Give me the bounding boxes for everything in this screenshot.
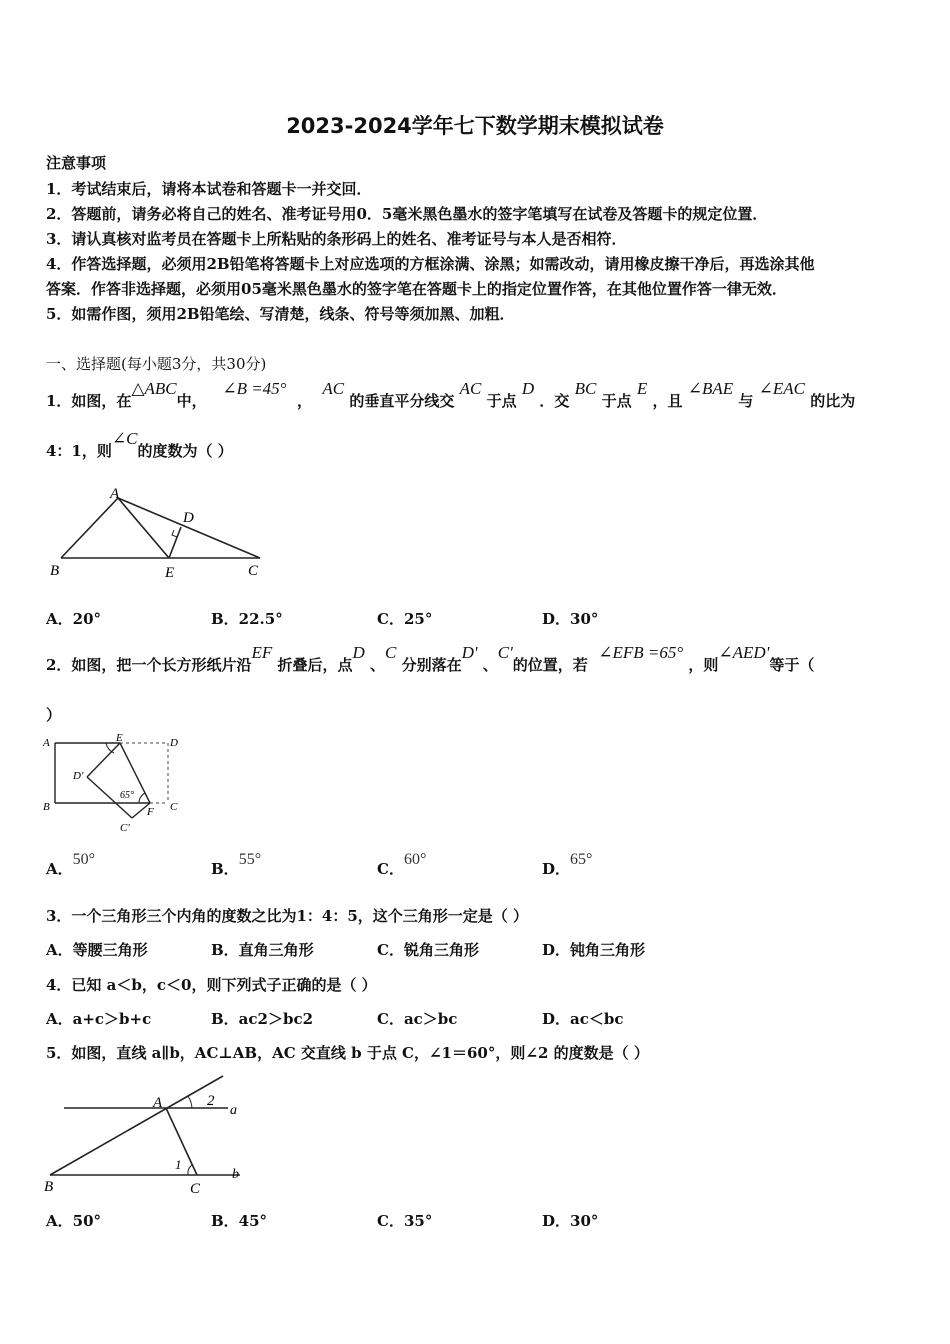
angle-2-label: 2: [207, 1093, 215, 1109]
question-2-line-1: 2．如图，把一个长方形纸片沿EF 折叠后，点D 、C 分别落在D' 、C'的位置，若 ∠EFB =65° ，则∠AED'等于（: [46, 643, 815, 674]
q4-option-c[interactable]: C．ac＞bc: [377, 1010, 458, 1028]
label-D-prime: D': [73, 770, 84, 782]
q2-option-c[interactable]: C．60°: [377, 851, 427, 878]
q2-option-a[interactable]: A．50°: [46, 851, 96, 878]
label-line-a: a: [230, 1103, 237, 1118]
q5-option-b[interactable]: B．45°: [211, 1212, 268, 1230]
figure-q1-triangle: [40, 480, 280, 585]
q2-option-b[interactable]: B．55°: [211, 851, 262, 878]
figure-q2-folded-rectangle: [40, 730, 200, 840]
q2-option-d[interactable]: D．65°: [542, 851, 593, 878]
q1-option-a[interactable]: A．20°: [46, 610, 102, 628]
label-C: C: [170, 801, 178, 813]
question-2-line-2: ）: [46, 706, 62, 724]
notice-item: 1．考试结束后，请将本试卷和答题卡一并交回．: [46, 180, 372, 198]
q3-option-b[interactable]: B．直角三角形: [211, 941, 314, 959]
label-E: E: [116, 732, 123, 744]
q5-option-d[interactable]: D．30°: [542, 1212, 599, 1230]
label-F: F: [147, 806, 154, 818]
q1-option-d[interactable]: D．30°: [542, 610, 599, 628]
label-C-prime: C': [120, 822, 130, 834]
question-1-line-1: 1．如图，在△ABC中， ∠B =45° ， AC 的垂直平分线交 AC 于点 D ．交 BC 于点 E ，且 ∠BAE 与 ∠EAC 的比为: [46, 379, 856, 410]
q4-option-b[interactable]: B．ac2＞bc2: [211, 1010, 314, 1028]
label-A: A: [153, 1095, 163, 1111]
page-title: 2023-2024学年七下数学期末模拟试卷: [286, 114, 664, 138]
label-C: C: [190, 1181, 201, 1197]
notice-item: 2．答题前，请务必将自己的姓名、准考证号用0．5毫米黑色墨水的签字笔填写在试卷及答题卡的规定位置．: [46, 205, 768, 223]
question-5-stem: 5．如图，直线 a∥b，AC⊥AB，AC 交直线 b 于点 C，∠1＝60°，则∠2 的度数是（ ）: [46, 1044, 649, 1062]
q5-option-c[interactable]: C．35°: [377, 1212, 433, 1230]
label-D: D: [170, 737, 178, 749]
q3-option-c[interactable]: C．锐角三角形: [377, 941, 479, 959]
notice-item: 5．如需作图，须用2B铅笔绘、写清楚，线条、符号等须加黑、加粗．: [46, 305, 515, 323]
label-E: E: [165, 565, 175, 581]
question-1-line-2: 4：1，则∠C的度数为（ ）: [46, 429, 233, 460]
label-C: C: [248, 563, 259, 579]
q1-option-b[interactable]: B．22.5°: [211, 610, 283, 628]
label-B: B: [43, 801, 50, 813]
label-A: A: [43, 737, 50, 749]
label-line-b: b: [232, 1167, 239, 1182]
q4-option-a[interactable]: A．a+c＞b+c: [46, 1010, 152, 1028]
angle-label: 65°: [120, 790, 134, 801]
label-B: B: [50, 563, 60, 579]
q4-option-d[interactable]: D．ac＜bc: [542, 1010, 624, 1028]
question-4-stem: 4．已知 a＜b，c＜0，则下列式子正确的是（ ）: [46, 976, 377, 994]
figure-q5-parallel-lines: [40, 1068, 260, 1198]
q3-option-d[interactable]: D．钝角三角形: [542, 941, 646, 959]
notice-item: 3．请认真核对监考员在答题卡上所粘贴的条形码上的姓名、准考证号与本人是否相符．: [46, 230, 627, 248]
q5-option-a[interactable]: A．50°: [46, 1212, 102, 1230]
label-A: A: [110, 486, 120, 502]
label-B: B: [44, 1179, 54, 1195]
q1-option-c[interactable]: C．25°: [377, 610, 433, 628]
angle-1-label: 1: [175, 1157, 182, 1172]
notice-heading: 注意事项: [46, 154, 107, 172]
label-D: D: [183, 510, 194, 526]
section-heading: 一、选择题(每小题3分，共30分): [46, 355, 267, 373]
question-3-stem: 3．一个三角形三个内角的度数之比为1：4：5，这个三角形一定是（ ）: [46, 907, 528, 925]
q3-option-a[interactable]: A．等腰三角形: [46, 941, 148, 959]
notice-item: 4．作答选择题，必须用2B铅笔将答题卡上对应选项的方框涂满、涂黑；如需改动，请用橡皮擦干净后，再选涂其他: [46, 255, 815, 273]
notice-item: 答案．作答非选择题，必须用05毫米黑色墨水的签字笔在答题卡上的指定位置作答，在其他位置作答一律无效．: [46, 280, 787, 298]
